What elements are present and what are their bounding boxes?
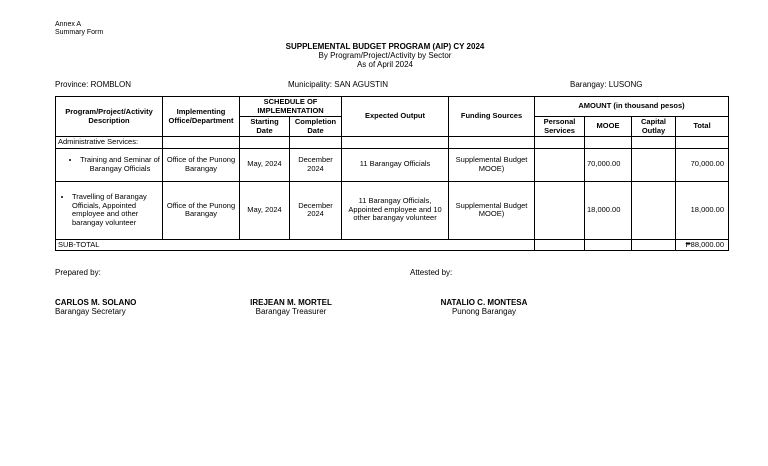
mooe-header: MOOE xyxy=(585,117,632,137)
office-header: Implementing Office/Department xyxy=(163,97,240,137)
signatory-name: CARLOS M. SOLANO xyxy=(55,298,137,307)
office-cell: Office of the Punong Barangay xyxy=(163,148,240,181)
header-row-1 xyxy=(56,97,729,117)
subtotal-row xyxy=(56,239,729,251)
ppa-cell xyxy=(56,148,163,181)
capital-outlay-header: Capital Outlay xyxy=(632,117,676,137)
empty-cell xyxy=(535,239,585,251)
office-cell: Office of the Punong Barangay xyxy=(163,181,240,239)
empty-cell xyxy=(449,137,535,149)
ppa-description: • Travelling of Barangay Officials, Appointed employee and other barangay volunteer xyxy=(72,193,160,227)
funding-header: Funding Sources xyxy=(449,97,535,137)
document-asof: As of April 2024 xyxy=(356,60,414,69)
annex-line: Annex A xyxy=(55,21,82,28)
empty-cell xyxy=(535,137,585,149)
document-header xyxy=(200,42,570,69)
subtotal-label: SUB-TOTAL xyxy=(56,239,535,251)
signatory-title: Barangay Treasurer xyxy=(255,307,327,316)
table-row xyxy=(56,181,729,239)
completion-date-cell: December 2024 xyxy=(290,181,342,239)
empty-cell xyxy=(163,137,240,149)
municipality-label: Municipality: SAN AGUSTIN xyxy=(288,80,389,89)
attested-by-label: Attested by: xyxy=(410,268,453,277)
signatory-name: NATALIO C. MONTESA xyxy=(440,298,528,307)
annex-label xyxy=(55,21,103,37)
starting-date-header: Starting Date xyxy=(240,117,290,137)
schedule-header: SCHEDULE OF IMPLEMENTATION xyxy=(240,97,342,117)
mooe-cell: 18,000.00 xyxy=(585,181,632,239)
subtotal-value: ₱88,000.00 xyxy=(676,239,729,251)
section-label: Administrative Services: xyxy=(56,137,163,149)
total-cell: 70,000.00 xyxy=(676,148,729,181)
table-row xyxy=(56,148,729,181)
ppa-cell xyxy=(56,181,163,239)
empty-cell xyxy=(676,137,729,149)
total-header: Total xyxy=(676,117,729,137)
signatory-punong-barangay xyxy=(438,298,530,316)
signatory-treasurer xyxy=(246,298,336,316)
empty-cell xyxy=(632,239,676,251)
empty-cell xyxy=(585,137,632,149)
section-row xyxy=(56,137,729,149)
province-label: Province: ROMBLON xyxy=(55,80,132,89)
barangay-label: Barangay: LUSONG xyxy=(570,80,643,89)
summary-form-line: Summary Form xyxy=(55,29,104,36)
completion-date-header: Completion Date xyxy=(290,117,342,137)
personal-services-cell xyxy=(535,181,585,239)
funding-cell: Supplemental Budget MOOE) xyxy=(449,148,535,181)
personal-services-cell xyxy=(535,148,585,181)
prepared-by-label: Prepared by: xyxy=(55,268,101,277)
capital-outlay-cell xyxy=(632,181,676,239)
empty-cell xyxy=(342,137,449,149)
start-date-cell: May, 2024 xyxy=(240,148,290,181)
ppa-header: Program/Project/Activity Description xyxy=(56,97,163,137)
amount-header: AMOUNT (in thousand pesos) xyxy=(535,97,729,117)
output-header: Expected Output xyxy=(342,97,449,137)
funding-cell: Supplemental Budget MOOE) xyxy=(449,181,535,239)
empty-cell xyxy=(632,137,676,149)
signatory-title: Punong Barangay xyxy=(451,307,517,316)
empty-cell xyxy=(290,137,342,149)
output-cell: 11 Barangay Officials xyxy=(342,148,449,181)
signatory-title: Barangay Secretary xyxy=(55,307,126,316)
personal-services-header: Personal Services xyxy=(535,117,585,137)
output-cell: 11 Barangay Officials, Appointed employee and 10 other barangay volunteer xyxy=(342,181,449,239)
signatory-name: IREJEAN M. MORTEL xyxy=(250,298,332,307)
capital-outlay-cell xyxy=(632,148,676,181)
ppa-description: • Training and Seminar of Barangay Officials xyxy=(80,156,160,173)
completion-date-cell: December 2024 xyxy=(290,148,342,181)
document-title: SUPPLEMENTAL BUDGET PROGRAM (AIP) CY 2024 xyxy=(285,42,485,51)
empty-cell xyxy=(585,239,632,251)
empty-cell xyxy=(240,137,290,149)
signatory-secretary xyxy=(55,298,136,316)
budget-table xyxy=(55,96,729,251)
document-subtitle: By Program/Project/Activity by Sector xyxy=(318,51,452,60)
mooe-cell: 70,000.00 xyxy=(585,148,632,181)
total-cell: 18,000.00 xyxy=(676,181,729,239)
start-date-cell: May, 2024 xyxy=(240,181,290,239)
